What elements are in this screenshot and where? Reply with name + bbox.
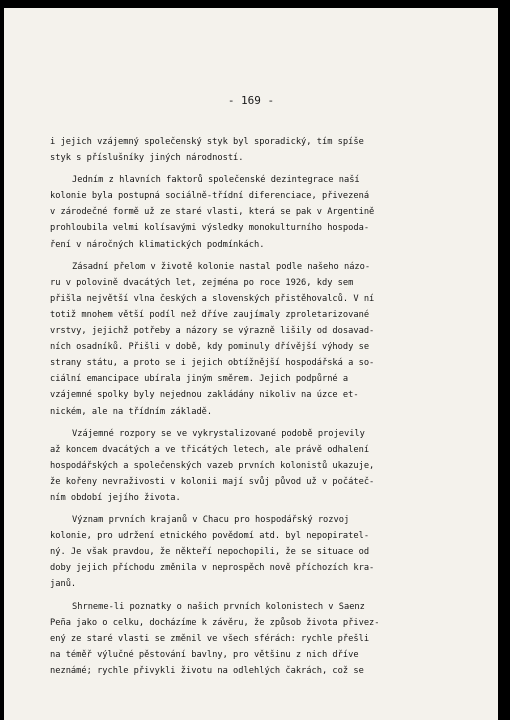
text-line: ním období jejího života. [50,492,181,503]
text-line: vrstvy, jejichž potřeby a názory se výrazně lišily od dosavad- [50,326,375,337]
document-page [4,8,498,720]
text-line: i jejich vzájemný společenský styk byl sporadický, tím spíše [50,137,364,147]
scan-border [498,0,510,720]
text-line: hospodářských a společenských vazeb prvních kolonistů ukazuje, [50,460,375,471]
paragraph [50,599,470,679]
text-line: až koncem dvacátých a ve třicátých letech, ale právě odhalení [50,444,370,455]
paragraph [50,259,470,420]
text-line: Shrneme-li poznatky o našich prvních kolonistech v Saenz [72,601,365,612]
text-line: ný. Je však pravdou, že někteří nepochopili, že se situace od [50,547,370,558]
text-line: ru v polovině dvacátých let, zejména po roce 1926, kdy sem [50,277,354,288]
page-number: - 169 - [227,94,275,107]
text-line: prohloubila velmi kolísavými výsledky monokulturního hospoda- [50,223,370,234]
text-line: totiž mnohem větší podíl než dříve zaujímaly zproletarizované [50,309,370,320]
text-line: Jedním z hlavních faktorů společenské dezintegrace naší [72,175,360,186]
paragraph [50,512,470,592]
text-line: přišla největší vlna českých a slovenských přistěhovalců. V ní [50,293,375,304]
paragraph [50,134,470,166]
text-line: Peña jako o celku, docházíme k závěru, že způsob života přivez- [50,617,380,628]
text-line: strany státu, a proto se i jejich obtížnější hospodářská a so- [50,358,375,369]
text-line: ních osadníků. Přišli v době, kdy pominuly dřívější výhody se [50,342,370,353]
text-line: na téměř výlučné pěstování bavlny, pro většinu z nich dříve [50,649,359,660]
text-line: neznámé; rychle přivykli životu na odlehlých čakrách, což se [50,665,364,676]
body-text [50,134,470,685]
text-line: ený ze staré vlasti se změnil ve všech sférách: rychle přešli [50,633,370,644]
text-line: nickém, ale na třídním základě. [50,406,213,417]
paragraph [50,172,470,252]
text-line: kolonie, pro udržení etnického povědomí atd. byl nepopiratel- [50,531,370,542]
text-line: janů. [50,579,77,590]
paragraph [50,426,470,506]
text-line: Význam prvních krajanů v Chacu pro hospodářský rozvoj [72,515,350,526]
text-line: kolonie byla postupná sociálně-třídní diferenciace, přivezená [50,191,370,202]
text-line: vzájemné spolky byly nejednou zakládány nikoliv na úzce et- [50,390,359,401]
text-line: styk s příslušníky jiných národností. [50,153,244,164]
text-line: Zásadní přelom v životě kolonie nastal podle našeho názo- [72,261,371,272]
text-line: doby jejich příchodu změnila v neprospěch nově příchozích kra- [50,563,375,574]
text-line: ciální emancipace ubírala jiným směrem. Jejich podpůrné a [50,374,349,385]
text-line: v zárodečné formě už ze staré vlasti, která se pak v Argentině [50,207,375,218]
text-line: Vzájemné rozpory se ve vykrystalizované podobě projevily [72,428,365,439]
text-line: ření v náročných klimatických podmínkách. [50,239,265,250]
text-line: že kořeny nevraživosti v kolonii mají svůj původ už v počáteč- [50,476,375,487]
